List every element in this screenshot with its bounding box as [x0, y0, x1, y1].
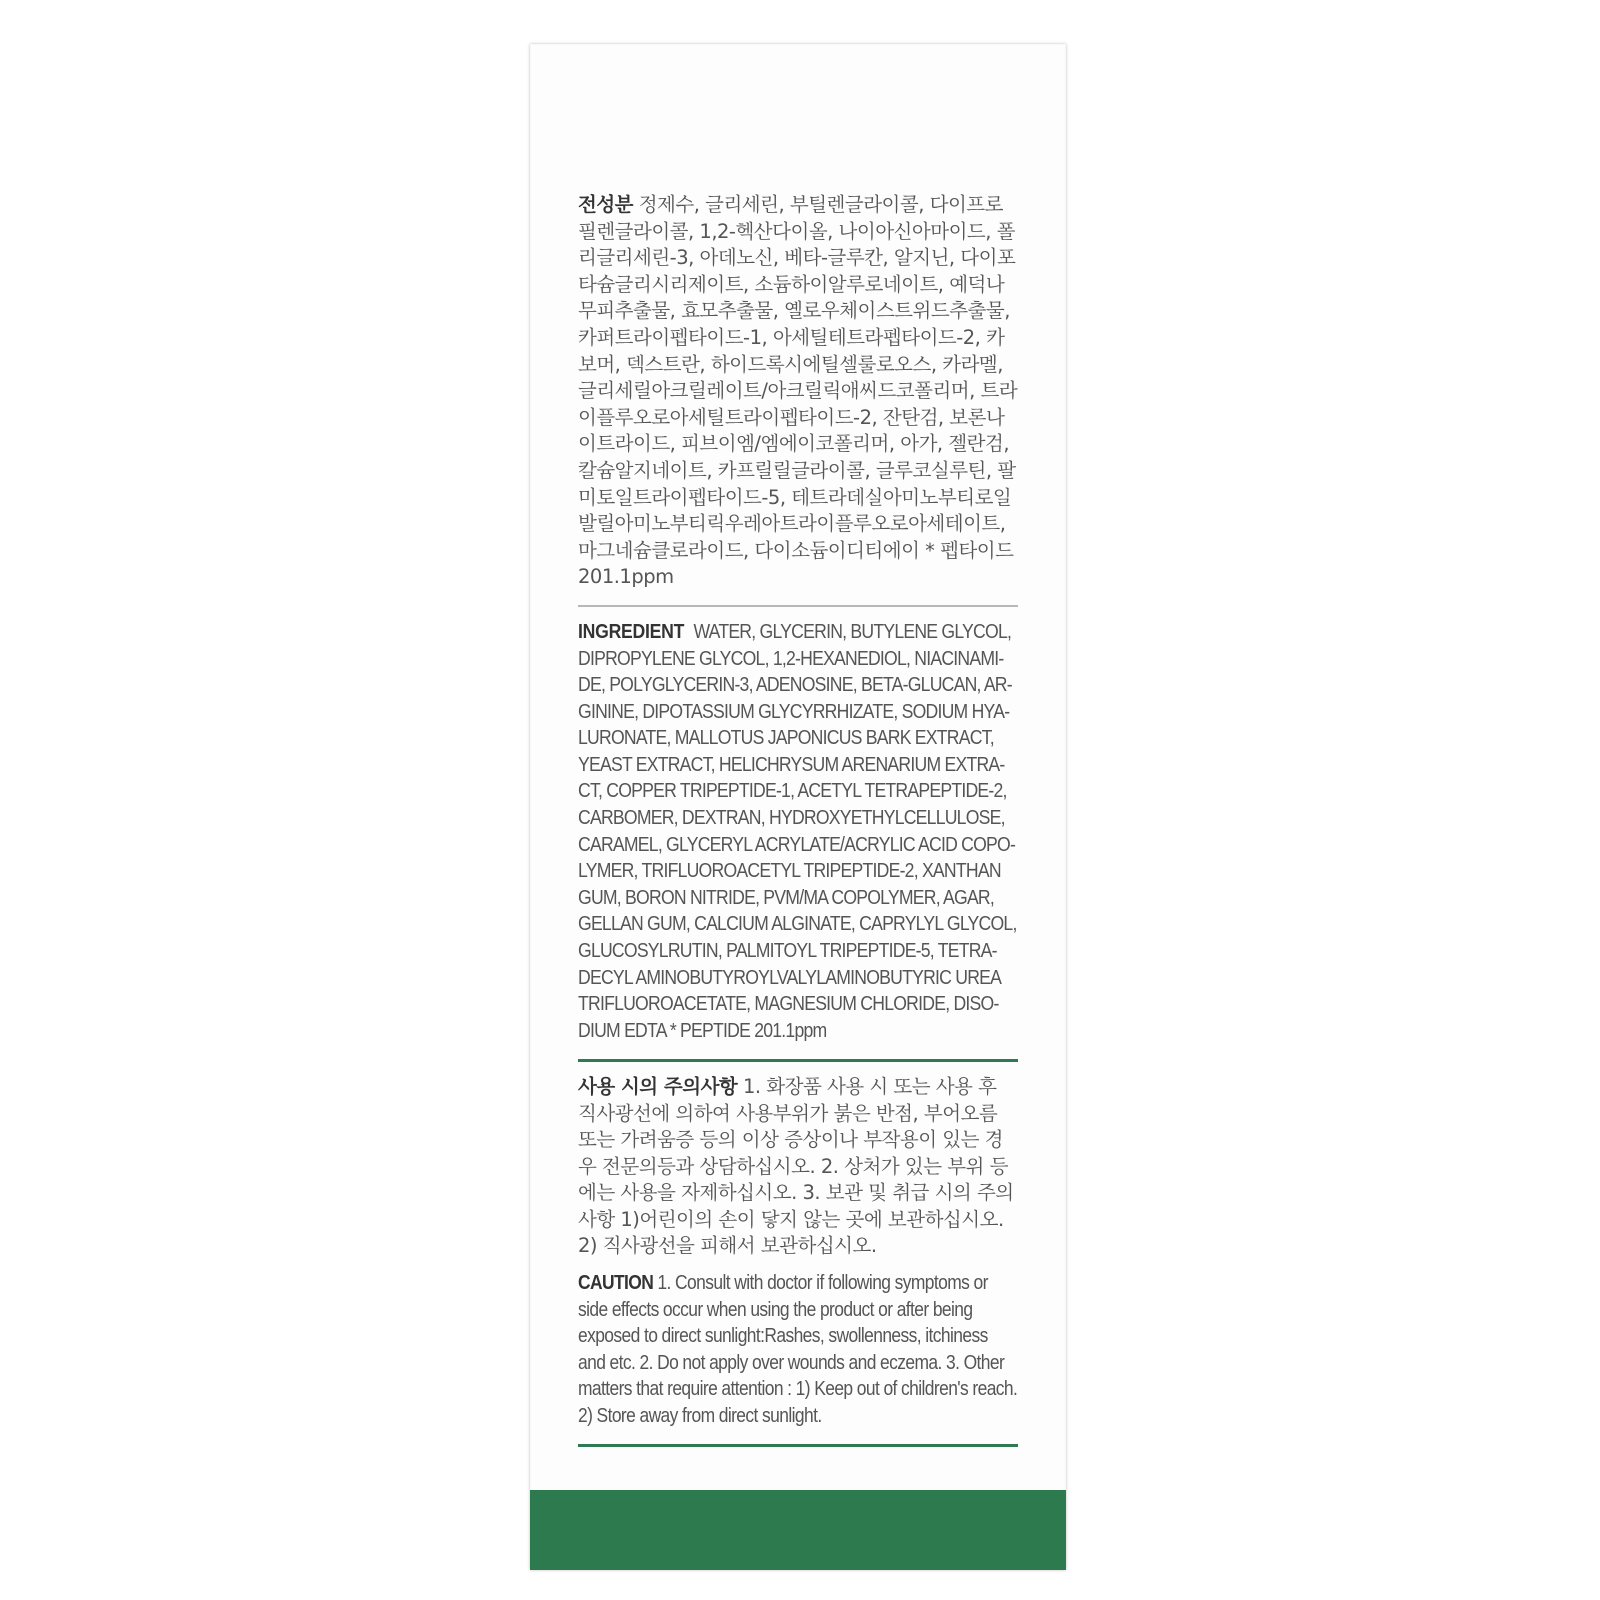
en-ingredients-section: [578, 619, 1018, 1045]
gray-divider: [578, 605, 1018, 607]
en-ingredients-label: INGREDIENT: [578, 619, 685, 643]
green-divider-top: [578, 1059, 1018, 1062]
kr-ingredients-label: 전성분: [578, 193, 634, 216]
kr-caution-section: [578, 1074, 1018, 1260]
label-text-area: [578, 192, 1018, 1447]
kr-ingredients-section: [578, 192, 1018, 591]
en-peptide-note: * PEPTIDE 201.1ppm: [669, 1018, 827, 1042]
green-bottom-band: [530, 1490, 1066, 1570]
en-caution-label: CAUTION: [578, 1271, 654, 1295]
kr-peptide-note: * 펩타이드 201.1ppm: [578, 538, 1014, 589]
en-caution-text: 1. Consult with doctor if following symptoms or side effects occur when using the product or after being exposed to direct sunlight:Rashes, swollenness, itchiness and etc. 2. Do not apply over wounds and eczema. 3. Other matters that require attention : 1) Keep out of children's reach. 2) Store away from direct sunlight.: [578, 1271, 1018, 1428]
en-ingredients-wrapper: [578, 619, 1018, 1059]
product-box-panel: [530, 44, 1066, 1570]
en-caution-section: [578, 1270, 1018, 1430]
kr-caution-label: 사용 시의 주의사항: [578, 1074, 738, 1098]
kr-ingredients-text: 정제수, 글리세린, 부틸렌글라이콜, 다이프로필렌글라이콜, 1,2-헥산다이올, 나이아신아마이드, 폴리글리세린-3, 아데노신, 베타-글루칸, 알지닌, 다이포타슘글리시리제이트, 소듐하이알루로네이트, 예덕나무피추출물, 효모추출물, 옐로우체이스트위드추출물, 카퍼트라이펩타이드-1, 아세틸테트라펩타이드-2, 카보머, 덱스트란, 하이드록시에틸셀룰로오스, 카라멜, 글리세릴아크릴레이트/아크릴릭애씨드코폴리머, 트라이플루오로아세틸트라이펩타이드-2, 잔탄검, 보론나이트라이드, 피브이엠/엠에이코폴리머, 아가, 젤란검, 칼슘알지네이트, 카프릴릴글라이콜, 글루코실루틴, 팔미토일트라이펩타이드-5, 테트라데실아미노부티로일발릴아미노부티릭우레아트라이플루오로아세테이트, 마그네슘클로라이드, 다이소듐이디티에이: [578, 193, 1018, 562]
kr-caution-text: 1. 화장품 사용 시 또는 사용 후 직사광선에 의하여 사용부위가 붉은 반점, 부어오름 또는 가려움증 등의 이상 증상이나 부작용이 있는 경우 전문의등과 상담하십시오. 2. 상처가 있는 부위 등 에는 사용을 자제하십시오. 3. 보관 및 취급 시의 주의사항 1)어린이의 손이 닿지 않는 곳에 보관하십시오. 2) 직사광선을 피해서 보관하십시오.: [578, 1074, 1014, 1258]
en-ingredients-text: WATER, GLYCERIN, BUTYLENE GLYCOL, DIPROPYLENE GLYCOL, 1,2-HEXANEDIOL, NIACINAMI-DE, POLYGLYCERIN-3, ADENOSINE, BETA-GLUCAN, AR-GININE, DIPOTASSIUM GLYCYRRHIZATE, SODIUM HYA-LURONATE, MALLOTUS JAPONICUS BARK EXTRACT, YEAST EXTRACT, HELICHRYSUM ARENARIUM EXTRA-CT, COPPER TRIPEPTIDE-1, ACETYL TETRAPEPTIDE-2, CARBOMER, DEXTRAN, HYDROXYETHYLCELLULOSE, CARAMEL, GLYCERYL ACRYLATE/ACRYLIC ACID COPO-LYMER, TRIFLUOROACETYL TRIPEPTIDE-2, XANTHAN GUM, BORON NITRIDE, PVM/MA COPOLYMER, AGAR, GELLAN GUM, CALCIUM ALGINATE, CAPRYLYL GLYCOL, GLUCOSYLRUTIN, PALMITOYL TRIPEPTIDE-5, TETRA-DECYL AMINOBUTYROYLVALYLAMINOBUTYRIC UREA TRIFLUOROACETATE, MAGNESIUM CHLORIDE, DISO-DIUM EDTA: [578, 619, 1017, 1042]
green-divider-bottom: [578, 1444, 1018, 1447]
